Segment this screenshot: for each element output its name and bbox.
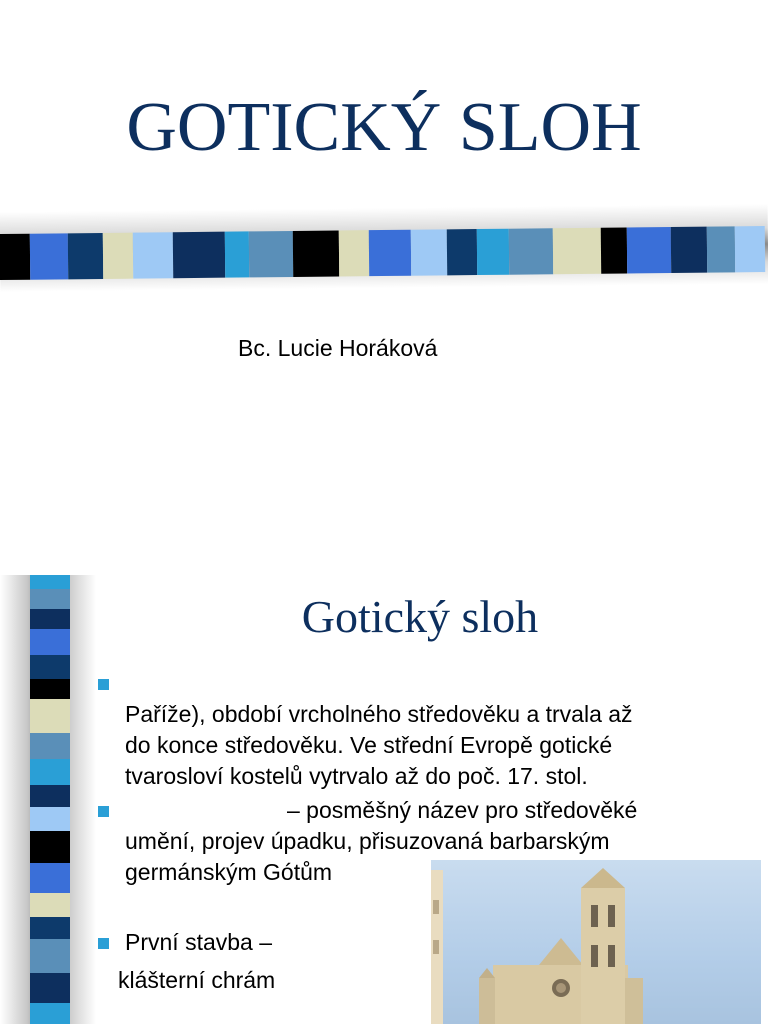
strip-square <box>30 629 70 655</box>
bullet-1-line-3: tvarosloví kostelů vytrvalo až do poč. 17. stol. <box>125 763 588 789</box>
band-square <box>369 230 411 276</box>
author-name: Bc. Lucie Horáková <box>238 335 438 361</box>
strip-square <box>30 655 70 679</box>
strip-square <box>30 679 70 699</box>
band-square <box>249 231 293 277</box>
bullet-2-line-2: umění, projev úpadku, přisuzovaná barbarským <box>125 828 610 854</box>
band-square <box>477 229 509 275</box>
band-square <box>103 233 133 279</box>
band-square <box>735 226 765 272</box>
bullet-1-line-2: do konce středověku. Ve střední Evropě gotické <box>125 732 613 758</box>
band-square <box>671 227 707 273</box>
bullet-3-line-2: klášterní chrám <box>118 967 276 993</box>
cathedral-photo <box>431 860 761 1024</box>
band-square <box>293 230 339 276</box>
band-square <box>225 231 249 277</box>
band-square <box>411 229 447 275</box>
band-square <box>68 233 103 279</box>
band-square <box>339 230 369 276</box>
slide-title: GOTICKÝ SLOH <box>126 89 642 166</box>
band-square <box>133 232 173 278</box>
band-square <box>509 228 553 274</box>
band-square <box>447 229 477 275</box>
strip-square <box>30 917 70 939</box>
bullet-marker-1 <box>98 679 109 690</box>
bullet-marker-3 <box>98 938 109 949</box>
strip-square <box>30 939 70 973</box>
strip-square <box>30 759 70 785</box>
band-square <box>553 228 601 275</box>
band-square <box>173 232 225 279</box>
content-slide <box>0 575 768 1024</box>
band-square <box>601 227 627 273</box>
band-square <box>707 226 735 272</box>
strip-square <box>30 785 70 807</box>
strip-square <box>30 733 70 759</box>
strip-square <box>30 609 70 629</box>
bullet-2-line-1: – posměšný název pro středověké <box>287 797 638 823</box>
strip-square <box>30 575 70 589</box>
strip-square <box>30 699 70 733</box>
band-square <box>627 227 671 273</box>
strip-square <box>30 973 70 1003</box>
strip-square <box>30 893 70 917</box>
content-slide-title: Gotický sloh <box>301 591 539 642</box>
strip-square <box>30 863 70 893</box>
decorative-square-strip <box>30 575 70 1024</box>
strip-square <box>30 807 70 831</box>
strip-square <box>30 1003 70 1024</box>
bullet-marker-2 <box>98 806 109 817</box>
strip-square <box>30 589 70 609</box>
band-square <box>30 233 68 279</box>
bullet-2-line-3: germánským Gótům <box>125 859 333 885</box>
cathedral-illustration <box>431 860 761 1024</box>
band-square <box>0 234 30 280</box>
decorative-square-band <box>0 226 768 280</box>
bullet-3-line-1: První stavba – <box>125 929 273 955</box>
bullet-1-line-1: Paříže), období vrcholného středověku a trvala až <box>125 701 633 727</box>
strip-square <box>30 831 70 863</box>
